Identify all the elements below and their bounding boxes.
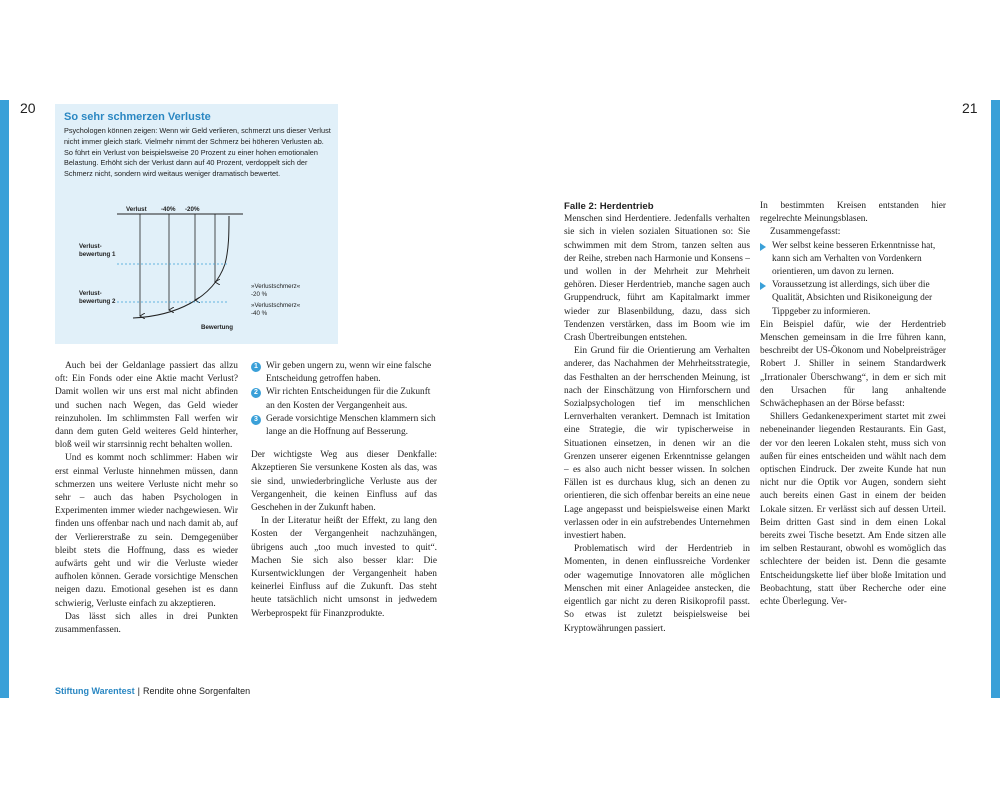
paragraph: Und es kommt noch schlimmer: Haben wir erst einmal Verluste hinnehmen müssen, dann schmerzen uns weitere Verluste nicht mehr so sehr – auch das haben Psychologen in Experimenten immer wieder nachgewiesen. Wir finden uns offenbar nach und nach damit ab, auf der Verliererstraße zu sein. Demgegenüber bleibt stets die Hoffnung, dass es wieder aufwärts geht und wir die Verluste wieder aufholen können. Gerade vorsichtige Menschen neigen dazu. Emotional gesehen ist es dann schwierig, Verluste einfach zu akzeptieren.: [55, 453, 238, 609]
paragraph: Ein Beispiel dafür, wie der Herdentrieb Menschen gemeinsam in die Irre führen kann, beschreibt der US-Ökonom und Nobelpreisträger Robert J. Shiller in seinem Standardwerk „Irrationaler Überschwang“, in dem er sich mit den Ursachen für lang anhaltende Schwächephasen an der Börse befasst:: [760, 319, 946, 410]
footer-book-title: Rendite ohne Sorgenfalten: [143, 686, 251, 696]
info-box-text: Psychologen können zeigen: Wenn wir Geld verlieren, schmerzt uns dieser Verlust nicht immer gleich stark. Vielmehr nimmt der Schmerz bei höheren Verlusten ab. So führt ein Verlust von beispielsweise 20 Prozent zu einer hohen emotionalen Belastung. Erhöht sich der Verlust dann auf 40 Prozent, verdoppelt sich der Schmerz nicht, sondern wird weitaus weniger dramatisch bewertet.: [64, 126, 331, 179]
loss-aversion-diagram: [55, 104, 338, 344]
triangle-bullet-icon: [760, 243, 766, 251]
footer-brand: Stiftung Warentest: [55, 686, 135, 696]
paragraph: Das lässt sich alles in drei Punkten zusammenfassen.: [55, 611, 238, 636]
list-item: [251, 360, 437, 386]
right-page-column-1: [564, 200, 750, 636]
pain-40-label-1: »Verlustschmerz«: [251, 302, 301, 309]
section-heading: Falle 2: Herdentrieb: [564, 201, 654, 212]
left-page-column-2: [251, 360, 437, 621]
paragraph: Problematisch wird der Herdentrieb in Momenten, in denen einflussreiche Vordenker oder wagemutige Innovatoren alle möglichen Menschen mit einer Anlageidee anstecken, die eigentlich gar nicht zu deren Risikoprofil passt. So etwas ist zuletzt beispielsweise bei Kryptowährungen passiert.: [564, 544, 750, 634]
list-item-text: Voraussetzung ist allerdings, sich über die Qualität, Absichten und Risikoneigung der Tippgeber zu informieren.: [772, 280, 933, 317]
loss-20-label: -20%: [185, 206, 200, 213]
pain-20-label-1: »Verlustschmerz«: [251, 283, 301, 290]
footer-separator: |: [137, 686, 141, 696]
numbered-list: [251, 360, 437, 439]
list-item-text: Wir richten Entscheidungen für die Zukunft an den Kosten der Vergangenheit aus.: [266, 387, 431, 411]
info-box: [55, 104, 338, 344]
page-footer: [55, 686, 250, 696]
pain-20-label-2: -20 %: [251, 291, 268, 298]
paragraph: Ein Grund für die Orientierung am Verhalten anderer, das Nachahmen der Mehrheitsstrategie, das Festhalten an der herrschenden Meinung, ist nach der Einschätzung von Hirnforschern und Sozialpsychologen tief im menschlichen Lernverhalten verankert. Demnach ist Imitation eine Strategie, die wir typischerweise in Situationen einsetzen, in denen wir an die Grenzen unserer eigenen Erkenntnisse gelangen – es also auch nicht besser wissen. In solchen Fällen ist es durchaus klug, sich an denen zu orientieren, die sich offenbar bereits an eine neue Lage angepasst und beispielsweise einen Markt verlassen oder in ein aufstrebendes Unternehmen investiert haben.: [564, 346, 750, 542]
paragraph: Menschen sind Herdentiere. Jedenfalls verhalten sie sich in vielen sozialen Situationen so: Sie schwimmen mit dem Strom, tanzen selten aus der Reihe, streben nach Harmonie und Konsens – und wollen in der Mehrheit zur Mehrheit gehören. Dieser Herdentrieb, manche sagen auch Gruppendruck, führt am Kapitalmarkt immer wieder zur Blasenbildung, dazu, dass sich Tendenzen verstärken, dass im Boom wie im Crash Übertreibungen entstehen.: [564, 214, 750, 344]
rating-1-label-1: Verlust-: [79, 243, 102, 250]
page-number-left: 20: [20, 100, 36, 116]
list-item-text: Gerade vorsichtige Menschen klammern sich lange an die Hoffnung auf Besserung.: [266, 413, 436, 438]
left-page-edge-bar: [0, 100, 9, 698]
list-item-text: Wir geben ungern zu, wenn wir eine falsche Entscheidung getroffen haben.: [266, 361, 432, 385]
rating-2-label-2: bewertung 2: [79, 298, 116, 305]
paragraph: In bestimmten Kreisen entstanden hier regelrechte Meinungsblasen.: [760, 201, 946, 225]
rating-2-label-1: Verlust-: [79, 290, 102, 297]
list-item: [251, 413, 437, 439]
number-badge-icon: 3: [251, 415, 261, 425]
left-page-column-1: [55, 360, 238, 637]
top-axis-label: Verlust: [126, 206, 147, 213]
number-badge-icon: 1: [251, 362, 261, 372]
page-number-right: 21: [962, 100, 978, 116]
triangle-bullet-icon: [760, 282, 766, 290]
pain-40-label-2: -40 %: [251, 310, 268, 317]
list-item-text: Wer selbst keine besseren Erkenntnisse hat, kann sich am Verhalten von Vordenkern orientieren, um davon zu lernen.: [772, 240, 936, 278]
list-item: [760, 240, 946, 280]
number-badge-icon: 2: [251, 388, 261, 398]
paragraph: In der Literatur heißt der Effekt, zu lang den Kosten der Vergangenheit nachzuhängen, übrigens auch „too much invested to quit“. Machen Sie sich also besser klar: Die Kursentwicklungen der Vergangenheit haben keinerlei Einfluss auf die Zukunft. Das steht heute tatsächlich nicht umsonst in jedwedem Werbeprospekt für Finanzprodukte.: [251, 516, 437, 619]
list-item: [760, 279, 946, 319]
rating-1-label-2: bewertung 1: [79, 251, 116, 258]
paragraph: Auch bei der Geldanlage passiert das allzu oft: Ein Fonds oder eine Aktie macht Verlust? Damit wollen wir uns erst mal nicht abfinden und suchen nach Wegen, das Geld wieder reinzuholen. Im schlimmsten Fall werfen wir dann dem guten Geld weiteres Geld hinterher, bloß weil wir starrsinnig recht behalten wollen.: [55, 361, 238, 451]
paragraph: Zusammengefasst:: [770, 227, 841, 238]
bottom-axis-label: Bewertung: [201, 324, 233, 331]
info-box-title: So sehr schmerzen Verluste: [64, 111, 211, 123]
loss-40-label: -40%: [161, 206, 176, 213]
paragraph: Der wichtigste Weg aus dieser Denkfalle: Akzeptieren Sie versunkene Kosten als das, was sie sind, unwiederbringliche Verluste aus der Vergangenheit, die keinen Einfluss auf das Geschehen in der Zukunft haben.: [251, 450, 437, 514]
paragraph: Shillers Gedankenexperiment startet mit zwei nebeneinander liegenden Restaurants. Ein Gast, der vor den leeren Lokalen steht, muss sich von außen für eines entscheiden und wählt nach dem optischen Eindruck. Der zweite Kunde hat nun nicht nur die Optik vor Augen, sondern sieht auch bereits einen Gast in einem der beiden Lokale sitzen. Er verlässt sich auf dessen Urteil. Beim dritten Gast sind in dem einen Lokal bereits zwei Tische besetzt. Am Ende sitzen alle im selben Restaurant, obwohl es womöglich das schlechtere der beiden ist. Denn die gesamte Entscheidungskette lief über bloße Imitation und Beobachtung, statt über Recherche oder eine echte Überlegung. Ver-: [760, 412, 946, 608]
right-page-edge-bar: [991, 100, 1000, 698]
right-page-column-2: [760, 200, 946, 609]
bullet-list: [760, 240, 946, 319]
list-item: [251, 386, 437, 412]
